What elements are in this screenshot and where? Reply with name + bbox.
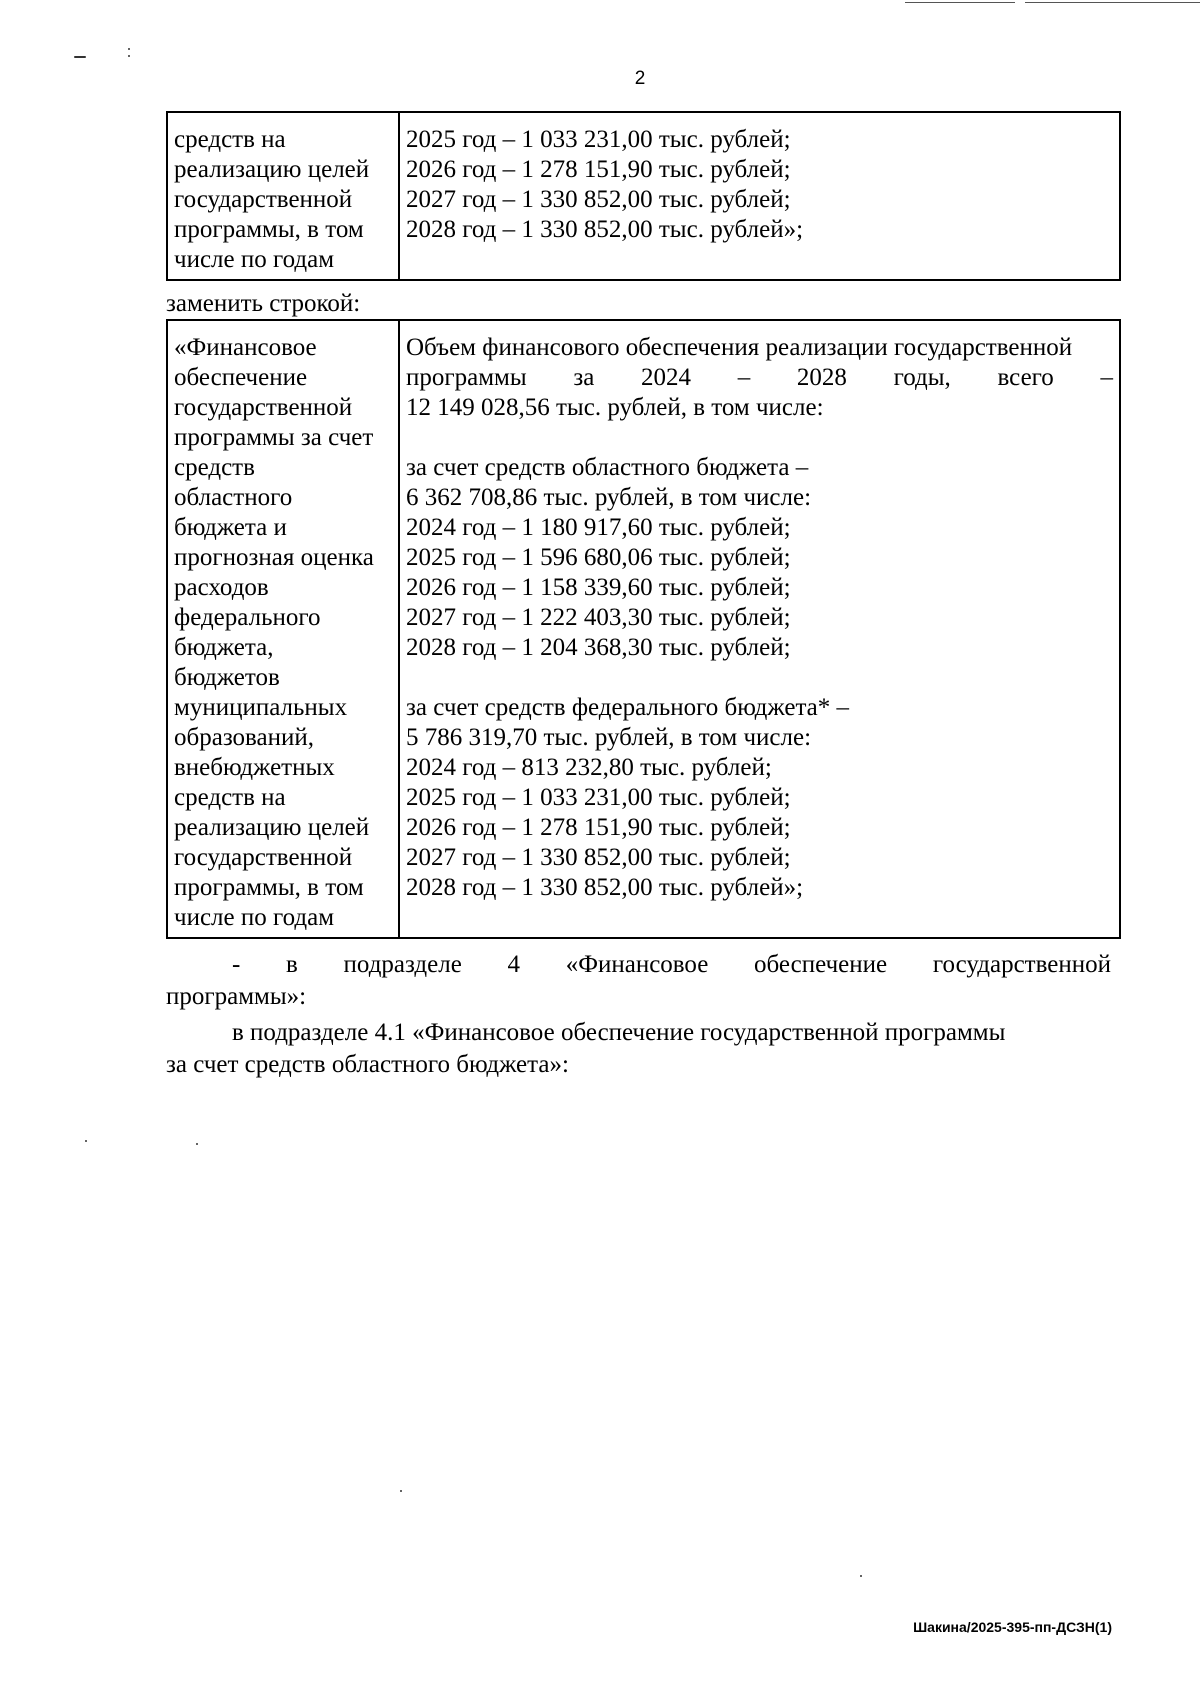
cell-line: обеспечение	[174, 364, 308, 391]
regional-budget-total: 6 362 708,86 тыс. рублей, в том числе:	[406, 484, 812, 511]
cell-line: внебюджетных	[174, 754, 335, 781]
cell-line: государственной	[174, 394, 353, 421]
cell-line: реализацию целей	[174, 156, 370, 183]
year-line: 2024 год – 813 232,80 тыс. рублей;	[406, 754, 772, 781]
scan-mark	[196, 1143, 198, 1145]
year-line: 2028 год – 1 330 852,00 тыс. рублей»;	[406, 874, 804, 901]
cell-line: бюджета,	[174, 634, 274, 661]
year-line: 2026 год – 1 158 339,60 тыс. рублей;	[406, 574, 791, 601]
year-line: 2025 год – 1 033 231,00 тыс. рублей;	[406, 784, 791, 811]
table-financing	[166, 319, 1121, 939]
paragraph-line: в подразделе 4.1 «Финансовое обеспечение государственной программы	[232, 1019, 1006, 1046]
cell-line: образований,	[174, 724, 315, 751]
year-line: 2028 год – 1 330 852,00 тыс. рублей»;	[406, 216, 804, 243]
scan-mark	[905, 2, 1015, 3]
scan-mark	[85, 1140, 87, 1142]
federal-budget-heading: за счет средств федерального бюджета* –	[406, 694, 850, 721]
year-line: 2025 год – 1 033 231,00 тыс. рублей;	[406, 126, 791, 153]
year-line: 2026 год – 1 278 151,90 тыс. рублей;	[406, 814, 791, 841]
cell-line: реализацию целей	[174, 814, 370, 841]
spacer	[406, 423, 1113, 453]
cell-line: числе по годам	[174, 246, 335, 273]
table-fragment-top	[166, 111, 1121, 281]
cell-line: программы, в том	[174, 216, 364, 243]
cell-line: расходов	[174, 574, 269, 601]
scan-mark	[400, 1490, 402, 1492]
cell-line: бюджета и	[174, 514, 287, 541]
cell-line: федерального	[174, 604, 321, 631]
cell-line: «Финансовое	[174, 334, 317, 361]
regional-budget-heading: за счет средств областного бюджета –	[406, 454, 809, 481]
scan-mark	[74, 56, 86, 58]
paragraph-subsection-4-1	[166, 1017, 1111, 1081]
cell-line: средств на	[174, 126, 286, 153]
cell-line: прогнозная оценка	[174, 544, 374, 571]
year-line: 2026 год – 1 278 151,90 тыс. рублей;	[406, 156, 791, 183]
cell-line: средств	[174, 454, 255, 481]
total-amount: 12 149 028,56 тыс. рублей, в том числе:	[406, 394, 824, 421]
cell-line: числе по годам	[174, 904, 335, 931]
cell-line: государственной	[174, 186, 353, 213]
table-top-right-cell	[399, 112, 1120, 280]
table-top-left-cell	[167, 112, 399, 280]
paragraph-line: - в подразделе 4 «Финансовое обеспечение государственной	[232, 951, 1111, 978]
cell-line: средств на	[174, 784, 286, 811]
year-line: 2028 год – 1 204 368,30 тыс. рублей;	[406, 634, 791, 661]
scan-mark	[128, 48, 130, 50]
table-main-left-cell	[167, 320, 399, 938]
year-line: 2025 год – 1 596 680,06 тыс. рублей;	[406, 544, 791, 571]
year-line: 2027 год – 1 222 403,30 тыс. рублей;	[406, 604, 791, 631]
cell-line: областного	[174, 484, 293, 511]
cell-line: программы за счет	[174, 424, 374, 451]
table-main-right-cell	[399, 320, 1120, 938]
cell-line: программы, в том	[174, 874, 364, 901]
scan-mark	[128, 55, 130, 57]
scan-mark	[860, 1575, 862, 1577]
cell-line: государственной	[174, 844, 353, 871]
cell-line: муниципальных	[174, 694, 348, 721]
document-code: Шакина/2025-395-пп-ДСЗН(1)	[913, 1619, 1112, 1635]
paragraph-line: программы»:	[166, 983, 307, 1010]
paragraph-line: за счет средств областного бюджета»:	[166, 1051, 569, 1078]
year-line: 2027 год – 1 330 852,00 тыс. рублей;	[406, 186, 791, 213]
page-number: 2	[634, 68, 646, 89]
spacer	[406, 663, 1113, 693]
scan-mark	[1025, 2, 1200, 3]
federal-budget-total: 5 786 319,70 тыс. рублей, в том числе:	[406, 724, 812, 751]
replace-label: заменить строкой:	[166, 290, 361, 317]
total-intro: программы за 2024 – 2028 годы, всего –	[406, 364, 1113, 391]
year-line: 2024 год – 1 180 917,60 тыс. рублей;	[406, 514, 791, 541]
total-intro: Объем финансового обеспечения реализации государственной	[406, 334, 1073, 361]
cell-line: бюджетов	[174, 664, 280, 691]
year-line: 2027 год – 1 330 852,00 тыс. рублей;	[406, 844, 791, 871]
paragraph-subsection-4	[166, 949, 1111, 1013]
